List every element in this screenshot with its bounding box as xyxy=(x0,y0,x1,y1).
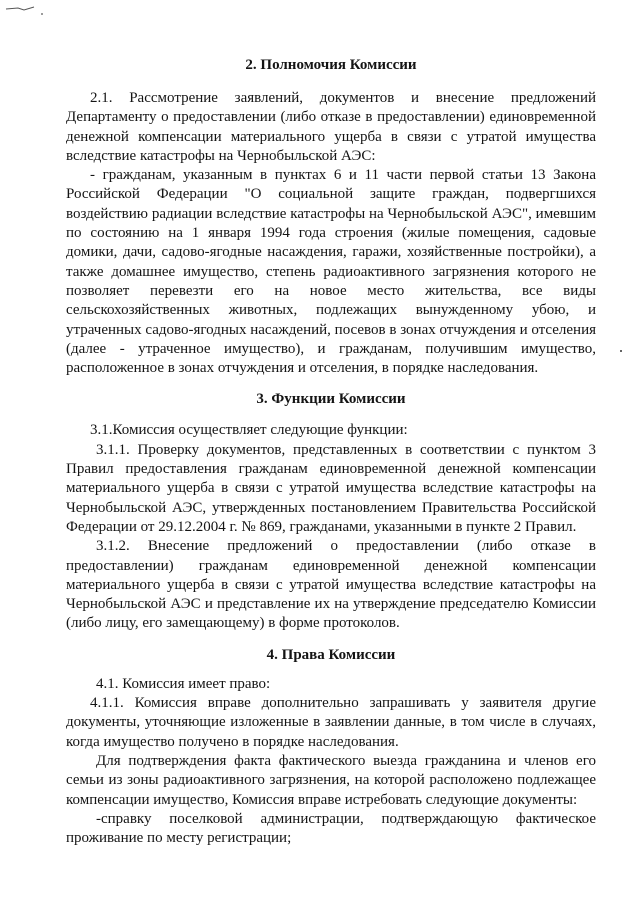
section-2-paragraph-1: 2.1. Рассмотрение заявлений, документов и внесение предложений Департаменту о предоставлении (либо отказе в предоставлении) единовременной денежной компенсации материального ущерба в связи с утратой имущества вследствие катастрофы на Чернобыльской АЭС: xyxy=(66,90,596,164)
section-4-paragraph-1: 4.1. Комиссия имеет право: xyxy=(96,675,271,692)
document-body xyxy=(66,56,596,848)
scan-artifact-mark xyxy=(4,0,50,22)
section-2-paragraph-2: - гражданам, указанным в пунктах 6 и 11 части первой статьи 13 Закона Российской Федерации "О социальной защите граждан, подвергшихся воздействию радиации вследствие катастрофы на Чернобыльской АЭС", имевшим по состоянию на 1 января 1994 года строения (жилые помещения, садовые домики, дачи, садово-ягодные насаждения, гаражи, хозяйственные постройки), а также домашнее имущество, степень радиоактивного загрязнения которого не позволяет перевезти его на новое место жительства, все виды сельскохозяйственных животных, подлежащих вынужденному убою, и утраченных садово-ягодных насаждений, посевов в зонах отчуждения и отселения (далее - утраченное имущество), и гражданам, получившим имущество, расположенное в зонах отчуждения и отселения, в порядке наследования. xyxy=(66,167,596,377)
section-3-paragraph-3: 3.1.2. Внесение предложений о предоставлении (либо отказе в предоставлении) гражданам единовременной денежной компенсации материального ущерба в связи с утратой имущества вследствие катастрофы на Чернобыльской АЭС и представление их на утверждение председателю Комиссии (либо лицу, его замещающему) в форме протоколов. xyxy=(66,538,596,632)
scan-speck xyxy=(620,350,622,352)
section-3-paragraph-1: 3.1.Комиссия осуществляет следующие функции: xyxy=(90,422,408,439)
section-3-paragraph-2: 3.1.1. Проверку документов, представленных в соответствии с пунктом 3 Правил предоставления гражданам единовременной денежной компенсации материального ущерба в связи с утратой имущества вследствие катастрофы на Чернобыльской АЭС, утвержденных постановлением Правительства Российской Федерации от 29.12.2004 г. № 869, гражданами, указанными в пункте 2 Правил. xyxy=(66,441,596,535)
section-4-paragraph-2: 4.1.1. Комиссия вправе дополнительно запрашивать у заявителя другие документы, уточняющие изложенные в заявлении данные, в том числе в случаях, когда имущество получено в порядке наследования. xyxy=(66,695,596,750)
section-4-paragraph-4: -справку поселковой администрации, подтверждающую фактическое проживание по месту регистрации; xyxy=(66,810,596,847)
section-2-heading: 2. Полномочия Комиссии xyxy=(245,57,417,73)
section-3-heading: 3. Функции Комиссии xyxy=(256,391,406,408)
section-4-paragraph-3: Для подтверждения факта фактического выезда гражданина и членов его семьи из зоны радиоактивного загрязнения, на которой расположено подлежащее компенсации имущество, Комиссия вправе истребовать следующие документы: xyxy=(66,752,596,808)
section-4-heading: 4. Права Комиссии xyxy=(266,646,396,663)
